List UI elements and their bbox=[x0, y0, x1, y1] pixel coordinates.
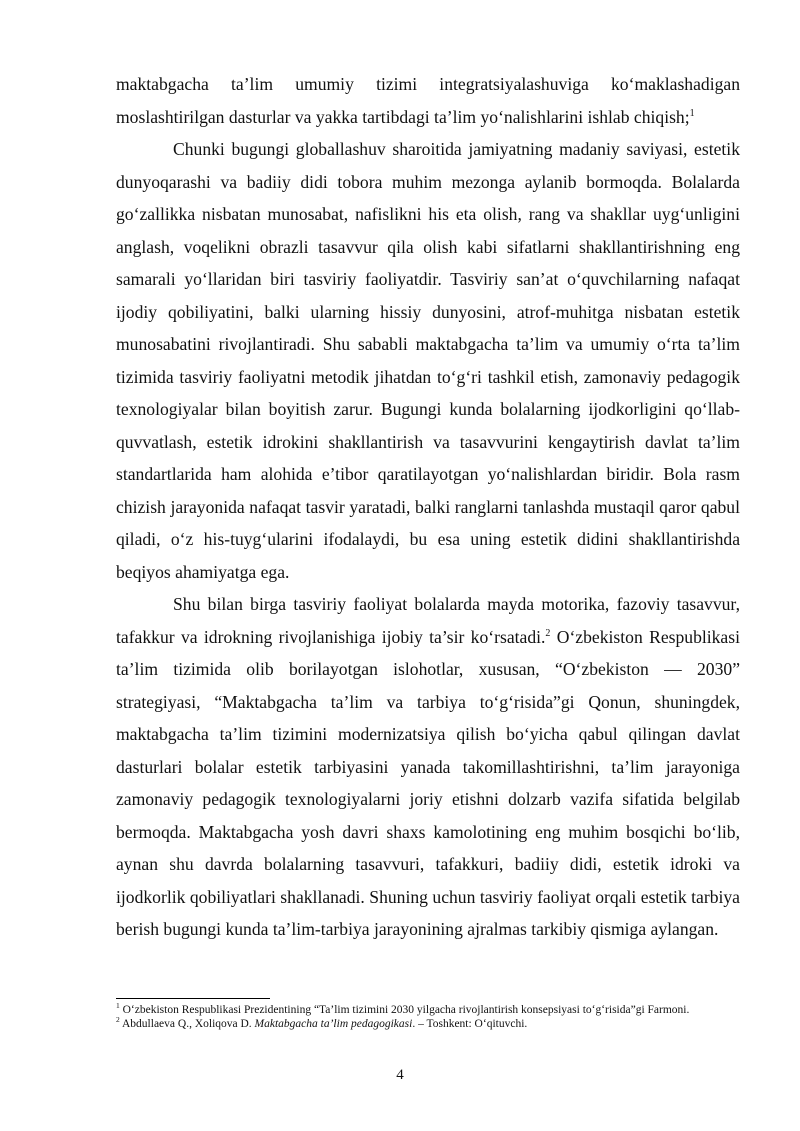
footnote-ref-1: 1 bbox=[689, 107, 695, 119]
footnote-1 bbox=[116, 1003, 740, 1017]
footnote-1-text: O‘zbekiston Respublikasi Prezidentining “Ta’lim tizimini 2030 yilgacha rivojlantirish konsepsiyasi to‘g‘risida”gi Farmoni. bbox=[122, 1004, 690, 1016]
page-body bbox=[116, 68, 740, 946]
footnote-ref-2: 2 bbox=[545, 627, 551, 639]
footnote-2-mark: 2 bbox=[116, 1015, 120, 1025]
page-number: 4 bbox=[396, 1067, 404, 1083]
footnotes bbox=[116, 1003, 740, 1031]
paragraph-3-text-after: O‘zbekiston Respublikasi ta’lim tizimida olib borilayotgan islohotlar, xususan, “O‘zbekiston — 2030” strategiyasi, “Maktabgacha ta’lim va tarbiya to‘g‘risida”gi Qonun, shuningdek, maktabgacha ta’lim tizimini modernizatsiya qilish bo‘yicha qabul qilingan davlat dasturlari bolalar estetik tarbiyasini yanada takomillashtirishni, ta’lim jarayoniga zamonaviy pedagogik texnologiyalarni joriy etishni dolzarb vazifa sifatida belgilab bermoqda. Maktabgacha yosh davri shaxs kamolotining eng muhim bosqichi bo‘lib, aynan shu davrda bolalarning tasavvuri, tafakkuri, badiiy didi, estetik idroki va ijodkorlik qobiliyatlari shakllanadi. Shuning uchun tasviriy faoliyat orqali estetik tarbiya berish bugungi kunda ta’lim-tarbiya jarayonining ajralmas tarkibiy qismiga aylangan. bbox=[116, 626, 740, 939]
footnote-2-publisher: . – Toshkent: O‘qituvchi. bbox=[412, 1018, 528, 1030]
paragraph-2-text: Chunki bugungi globallashuv sharoitida jamiyatning madaniy saviyasi, estetik dunyoqarashi va badiiy didi tobora muhim mezonga aylanib bormoqda. Bolalarda go‘zallikka nisbatan munosabat, nafislikni his eta olish, rang va shakllar uyg‘unligini anglash, voqelikni obrazli tasavvur qila olish kabi sifatlarni shakllantirishning eng samarali yo‘llaridan biri tasviriy faoliyatdir. Tasviriy san’at o‘quvchilarning nafaqat ijodiy qobiliyatini, balki ularning hissiy dunyosini, atrof-muhitga nisbatan estetik munosabatini rivojlantiradi. Shu sababli maktabgacha ta’lim va umumiy o‘rta ta’lim tizimida tasviriy faoliyatni metodik jihatdan to‘g‘ri tashkil etish, zamonaviy pedagogik texnologiyalar bilan boyitish zarur. Bugungi kunda bolalarning ijodkorligini qo‘llab-quvvatlash, estetik idrokini shakllantirish va tasavvurini kengaytirish davlat ta’lim standartlarida ham alohida e’tibor qaratilayotgan yo‘nalishlardan biridir. Bola rasm chizish jarayonida nafaqat tasvir yaratadi, balki ranglarni tanlashda mustaqil qaror qabul qiladi, o‘z his-tuyg‘ularini ifodalaydi, bu esa uning estetik didini shakllantirishda beqiyos ahamiyatga ega. bbox=[116, 139, 740, 582]
footnote-2 bbox=[116, 1017, 740, 1031]
footnote-1-mark: 1 bbox=[116, 1001, 120, 1011]
paragraph-3-text-before: Shu bilan birga tasviriy faoliyat bolalarda mayda motorika, fazoviy tasavvur, tafakkur va idrokning rivojlanishiga ijobiy ta’sir ko‘rsatadi. bbox=[116, 594, 740, 647]
footnote-2-title: Maktabgacha ta’lim pedagogikasi bbox=[254, 1018, 413, 1030]
paragraph-3 bbox=[116, 588, 740, 946]
paragraph-2 bbox=[116, 133, 740, 588]
footnote-2-authors: Abdullaeva Q., Xoliqova D. bbox=[122, 1018, 255, 1030]
paragraph-1 bbox=[116, 68, 740, 133]
paragraph-1-text: maktabgacha ta’lim umumiy tizimi integratsiyalashuviga ko‘maklashadigan moslashtirilgan dasturlar va yakka tartibdagi ta’lim yo‘nalishlarini ishlab chiqish; bbox=[116, 74, 740, 127]
footnote-separator bbox=[116, 998, 270, 999]
